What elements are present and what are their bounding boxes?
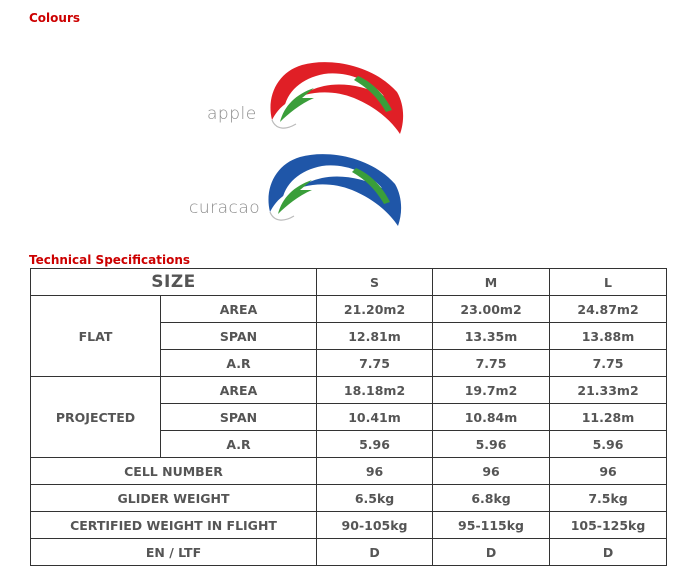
cell-value: 96 (550, 458, 667, 485)
cell-value: 96 (433, 458, 550, 485)
cell-value: 7.75 (433, 350, 550, 377)
row-label: CERTIFIED WEIGHT IN FLIGHT (31, 512, 317, 539)
row-label: A.R (161, 350, 317, 377)
cell-value: 5.96 (550, 431, 667, 458)
cell-value: 23.00m2 (433, 296, 550, 323)
cell-value: D (317, 539, 433, 566)
row-label: AREA (161, 377, 317, 404)
table-row (31, 296, 667, 323)
size-l-header: L (550, 269, 667, 296)
row-label: GLIDER WEIGHT (31, 485, 317, 512)
cell-value: 90-105kg (317, 512, 433, 539)
cell-value: 10.84m (433, 404, 550, 431)
size-m-header: M (433, 269, 550, 296)
projected-group-label: PROJECTED (31, 377, 161, 458)
cell-value: D (550, 539, 667, 566)
cell-value: D (433, 539, 550, 566)
cell-value: 10.41m (317, 404, 433, 431)
cell-value: 12.81m (317, 323, 433, 350)
cell-value: 6.5kg (317, 485, 433, 512)
curacao-label: curacao (189, 198, 261, 218)
size-header: SIZE (31, 269, 317, 296)
cell-value: 95-115kg (433, 512, 550, 539)
row-label: EN / LTF (31, 539, 317, 566)
colours-heading: Colours (29, 11, 81, 25)
size-header-row (31, 269, 667, 296)
cell-value: 11.28m (550, 404, 667, 431)
row-label: CELL NUMBER (31, 458, 317, 485)
spec-table (30, 268, 667, 566)
cell-value: 21.20m2 (317, 296, 433, 323)
cell-value: 24.87m2 (550, 296, 667, 323)
cell-value: 6.8kg (433, 485, 550, 512)
cell-value: 19.7m2 (433, 377, 550, 404)
table-row (31, 512, 667, 539)
table-row (31, 458, 667, 485)
row-label: A.R (161, 431, 317, 458)
row-label: SPAN (161, 404, 317, 431)
row-label: SPAN (161, 323, 317, 350)
table-row (31, 485, 667, 512)
row-label: AREA (161, 296, 317, 323)
table-row (31, 539, 667, 566)
cell-value: 13.35m (433, 323, 550, 350)
cell-value: 105-125kg (550, 512, 667, 539)
cell-value: 96 (317, 458, 433, 485)
cell-value: 21.33m2 (550, 377, 667, 404)
curacao-wing-image (260, 150, 405, 232)
apple-wing-image (262, 58, 407, 140)
cell-value: 5.96 (317, 431, 433, 458)
flat-group-label: FLAT (31, 296, 161, 377)
cell-value: 7.75 (317, 350, 433, 377)
cell-value: 18.18m2 (317, 377, 433, 404)
cell-value: 7.5kg (550, 485, 667, 512)
size-s-header: S (317, 269, 433, 296)
apple-label: apple (207, 104, 257, 124)
table-row (31, 377, 667, 404)
technical-specifications-heading: Technical Specifications (29, 253, 191, 267)
cell-value: 13.88m (550, 323, 667, 350)
cell-value: 7.75 (550, 350, 667, 377)
cell-value: 5.96 (433, 431, 550, 458)
